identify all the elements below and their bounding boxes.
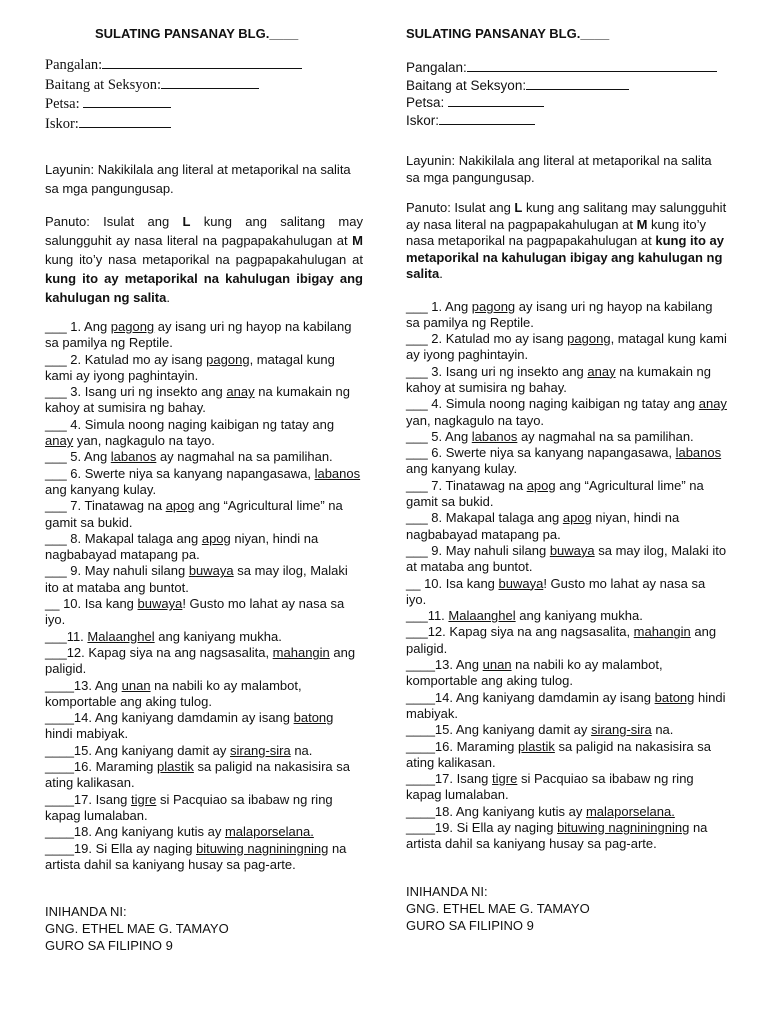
list-item[interactable]: ___ 3. Isang uri ng insekto ang anay na kumakain ng kahoy at sumisira ng bahay. xyxy=(45,384,351,416)
list-item[interactable]: ____19. Si Ella ay naging bituwing nagniningning na artista dahil sa kaniyang husay sa pag-arte. xyxy=(406,820,708,852)
worksheet-title: SULATING PANSANAY BLG.____ xyxy=(95,26,299,41)
prepared-by xyxy=(45,903,363,954)
list-item[interactable]: ___ 3. Isang uri ng insekto ang anay na kumakain ng kahoy at sumisira ng bahay. xyxy=(406,363,712,395)
name-blank[interactable] xyxy=(467,59,717,72)
name-field[interactable] xyxy=(45,56,363,76)
list-item[interactable]: ___ 1. Ang pagong ay isang uri ng hayop na kabilang sa pamilya ng Reptile. xyxy=(45,319,352,351)
list-item[interactable]: ___ 6. Swerte niya sa kanyang napangasawa, labanos ang kanyang kulay. xyxy=(45,465,361,497)
list-item[interactable]: ___ 8. Makapal talaga ang apog niyan, hindi na nagbabayad matapang pa. xyxy=(45,530,319,563)
teacher-title: GURO SA FILIPINO 9 xyxy=(45,938,173,954)
grade-section-field[interactable] xyxy=(406,77,728,95)
grade-section-label: Baitang at Seksyon: xyxy=(406,77,527,93)
score-field[interactable] xyxy=(406,112,728,130)
list-item[interactable]: ___ 8. Makapal talaga ang apog niyan, hindi na nagbabayad matapang pa. xyxy=(406,510,680,542)
list-item[interactable]: ____17. Isang tigre si Pacquiao sa ibabaw ng ring kapag lumalaban. xyxy=(406,771,694,803)
items-list xyxy=(45,319,363,873)
list-item[interactable]: ____18. Ang kaniyang kutis ay malaporselana. xyxy=(406,803,675,819)
prepared-by-label: INIHANDA NI: xyxy=(406,883,488,899)
list-item[interactable]: ___ 6. Swerte niya sa kanyang napangasawa, labanos ang kanyang kulay. xyxy=(406,445,722,477)
list-item[interactable]: __ 10. Isa kang buwaya! Gusto mo lahat ay nasa sa iyo. xyxy=(45,596,345,628)
score-label: Iskor: xyxy=(406,112,440,128)
list-item[interactable]: ___11. Malaanghel ang kaniyang mukha. xyxy=(406,608,643,624)
prepared-by xyxy=(406,883,728,934)
list-item[interactable]: ____15. Ang kaniyang damit ay sirang-sira na. xyxy=(45,742,313,758)
worksheet-right xyxy=(406,26,728,934)
date-field[interactable] xyxy=(45,95,363,115)
list-item[interactable]: ____17. Isang tigre si Pacquiao sa ibabaw ng ring kapag lumalaban. xyxy=(45,791,333,823)
directions-text: Panuto: Isulat ang L kung ang salitang may salungguhit ay nasa literal na pagpapakahulugan at M kung ito’y nasa metaporikal na pagpapakahulugan at kung ito ay metaporikal na kahulugan ibigay ang kahulugan ng salita. xyxy=(45,214,363,305)
list-item[interactable]: ____14. Ang kaniyang damdamin ay isang batong hindi mabiyak. xyxy=(406,689,726,721)
list-item[interactable]: ____16. Maraming plastik sa paligid na nakasisira sa ating kalikasan. xyxy=(406,738,711,770)
list-item[interactable]: __ 10. Isa kang buwaya! Gusto mo lahat ay nasa sa iyo. xyxy=(406,575,706,607)
list-item[interactable]: ___ 2. Katulad mo ay isang pagong, matagal kung kami ay iyong paghintayin. xyxy=(45,351,335,383)
list-item[interactable]: ___12. Kapag siya na ang nagsasalita, mahangin ang paligid. xyxy=(406,624,717,656)
objective-text: Layunin: Nakikilala ang literal at metaporikal na salita sa mga pangungusap. xyxy=(406,153,712,185)
score-blank[interactable] xyxy=(439,112,535,125)
list-item[interactable]: ___ 4. Simula noong naging kaibigan ng tatay ang anay yan, nagkagulo na tayo. xyxy=(406,396,727,428)
name-field[interactable] xyxy=(406,59,728,77)
items-list xyxy=(406,299,728,853)
student-info-fields xyxy=(45,56,363,134)
list-item[interactable]: ___12. Kapag siya na ang nagsasalita, mahangin ang paligid. xyxy=(45,644,356,677)
list-item[interactable]: ____16. Maraming plastik sa paligid na nakasisira sa ating kalikasan. xyxy=(45,759,350,791)
prepared-by-label: INIHANDA NI: xyxy=(45,904,127,920)
list-item[interactable]: ___ 1. Ang pagong ay isang uri ng hayop na kabilang sa pamilya ng Reptile. xyxy=(406,298,713,330)
teacher-name: GNG. ETHEL MAE G. TAMAYO xyxy=(406,900,590,916)
date-label: Petsa: xyxy=(45,96,84,112)
list-item[interactable]: ___ 5. Ang labanos ay nagmahal na sa pamilihan. xyxy=(406,428,694,444)
score-field[interactable] xyxy=(45,115,363,135)
date-label: Petsa: xyxy=(406,95,449,110)
list-item[interactable]: ____15. Ang kaniyang damit ay sirang-sira na. xyxy=(406,722,674,738)
list-item[interactable]: ___ 5. Ang labanos ay nagmahal na sa pamilihan. xyxy=(45,449,333,465)
teacher-name: GNG. ETHEL MAE G. TAMAYO xyxy=(45,921,229,937)
list-item[interactable]: ___ 9. May nahuli silang buwaya sa may ilog, Malaki ito at mataba ang buntot. xyxy=(406,542,727,575)
list-item[interactable]: ___ 7. Tinatawag na apog ang “Agricultural lime” na gamit sa bukid. xyxy=(45,498,343,530)
score-blank[interactable] xyxy=(79,115,171,128)
teacher-title: GURO SA FILIPINO 9 xyxy=(406,917,534,933)
grade-section-label: Baitang at Seksyon: xyxy=(45,76,161,93)
list-item[interactable]: ____19. Si Ella ay naging bituwing nagniningning na artista dahil sa kaniyang husay sa pag-arte. xyxy=(45,840,347,872)
list-item[interactable]: ___ 4. Simula noong naging kaibigan ng tatay ang anay yan, nagkagulo na tayo. xyxy=(45,416,335,449)
list-item[interactable]: ___ 9. May nahuli silang buwaya sa may ilog, Malaki ito at mataba ang buntot. xyxy=(45,563,348,595)
grade-section-field[interactable] xyxy=(45,76,363,96)
date-field[interactable] xyxy=(406,94,728,112)
list-item[interactable]: ____18. Ang kaniyang kutis ay malaporselana. xyxy=(45,824,314,840)
student-info-fields xyxy=(406,59,728,129)
name-label: Pangalan: xyxy=(45,57,103,73)
list-item[interactable]: ____13. Ang unan na nabili ko ay malambot, komportable ang aking tulog. xyxy=(406,657,663,689)
date-blank[interactable] xyxy=(83,95,171,108)
grade-section-blank[interactable] xyxy=(526,77,629,90)
list-item[interactable]: ___ 2. Katulad mo ay isang pagong, matagal kung kami ay iyong paghintayin. xyxy=(406,331,727,363)
directions-text: Panuto: Isulat ang L kung ang salitang may salungguhit ay nasa literal na pagpapakahulugan at M kung ito’y nasa metaporikal na pagpapakahulugan at kung ito ay metaporikal na kahulugan ibigay ang kahulugan ng salita. xyxy=(406,200,727,281)
list-item[interactable]: ____14. Ang kaniyang damdamin ay isang batong hindi mabiyak. xyxy=(45,710,334,742)
list-item[interactable]: ____13. Ang unan na nabili ko ay malambot, komportable ang aking tulog. xyxy=(45,677,302,709)
name-label: Pangalan: xyxy=(406,60,467,75)
list-item[interactable]: ___ 7. Tinatawag na apog ang “Agricultural lime” na gamit sa bukid. xyxy=(406,477,704,510)
date-blank[interactable] xyxy=(448,94,544,107)
worksheet-title: SULATING PANSANAY BLG.____ xyxy=(406,26,610,41)
list-item[interactable]: ___11. Malaanghel ang kaniyang mukha. xyxy=(45,628,282,644)
name-blank[interactable] xyxy=(102,56,302,69)
grade-section-blank[interactable] xyxy=(161,76,259,89)
worksheet-left xyxy=(45,26,363,954)
score-label: Iskor: xyxy=(45,115,79,132)
objective-text: Layunin: Nakikilala ang literal at metaporikal na salita sa mga pangungusap. xyxy=(45,162,351,196)
